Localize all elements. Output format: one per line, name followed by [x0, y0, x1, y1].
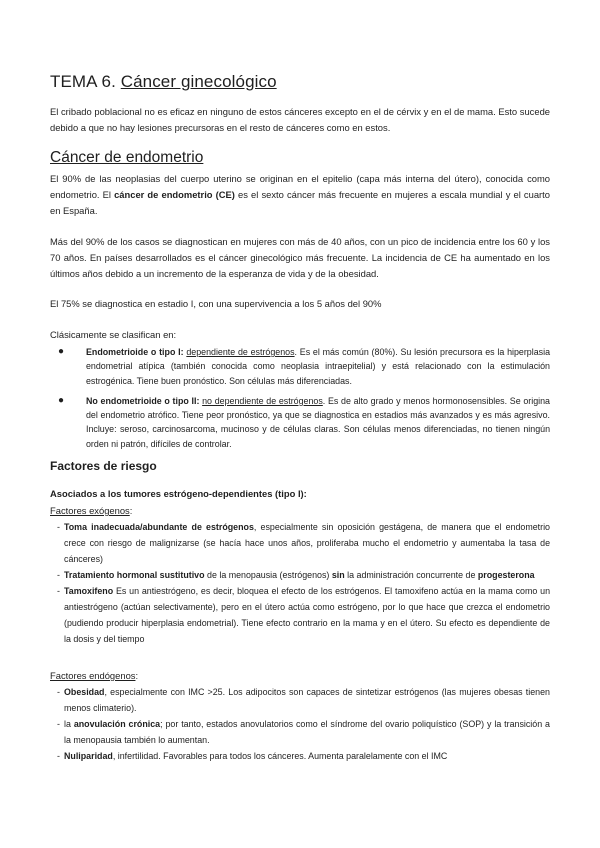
title-prefix: TEMA 6. — [50, 72, 121, 91]
list-item-obesity: - Obesidad, especialmente con IMC >25. Los adipocitos son capaces de sintetizar estrógenos (las mujeres obesas tienen menos climaterio). — [57, 687, 550, 713]
endogenous-label: Factores endógenos: — [50, 670, 139, 681]
p1-bold: cáncer de endometrio (CE) — [114, 189, 235, 200]
list-item-type-1: ● Endometrioide o tipo I: dependiente de estrógenos. Es el más común (80%). Su lesión precursora es la hiperplasia endometrial atípica (también conocida como neoplasia intraepitelial) y está relacionado con la estimulación estrogénica. Tiene buen pronóstico. Son células más diferenciadas. — [58, 346, 551, 386]
paragraph-definition — [50, 171, 550, 219]
list-item-nulliparity: - Nuliparidad, infertilidad. Favorables para todos los cánceres. Aumenta paralelamente con el IMC — [57, 751, 448, 761]
list-item-hormone-therapy: - Tratamiento hormonal sustitutivo de la menopausia (estrógenos) sin la administración concurrente de progesterona — [57, 570, 535, 580]
p1-text-a: El 90% de las neoplasias del cuerpo uterino se originan en el epitelio (capa más interna del útero), conocida como endometrio. El — [50, 173, 550, 200]
list-item-estrogen: - Toma inadecuada/abundante de estrógenos, especialmente sin oposición gestágena, de manera que el endometrio crece con riesgo de malignizarse (se hacía hace unos años, proliferaba mucho el endometrio y aumentaba la tasa de cánceres) — [57, 522, 550, 564]
intro-paragraph: El cribado poblacional no es eficaz en ninguno de estos cánceres excepto en el de cérvix y en el de mama. Esto sucede debido a que no hay lesiones precursoras en el resto de cánceres como en estos. — [50, 106, 550, 133]
section-title-risk-factors: Factores de riesgo — [50, 459, 157, 473]
paragraph-epidemiology: Más del 90% de los casos se diagnostican en mujeres con más de 40 años, con un pico de incidencia entre los 60 y los 70 años. En países desarrollados es el cáncer ginecológico más frecuente. La incidencia de CE ha aumentado en los últimos años debido a un incremento de la esperanza de vida y de la obesidad. — [50, 236, 550, 279]
exogenous-label: Factores exógenos: — [50, 505, 133, 516]
list-item-type-2: ● No endometrioide o tipo II: no dependiente de estrógenos. Es de alto grado y menos hormonosensibles. Se origina del endometrio atrófico. Tiene peor pronóstico, ya que se diagnostica en estadios más avanzados y es más agresivo. Incluye: seroso, carcinosarcoma, mucinoso y de células claras. Son células menos diferenciadas, no tienen ningún orden ni patrón, difíciles de controlar. — [58, 394, 550, 449]
p1-text-c: es el sexto cáncer más frecuente en mujeres a escala mundial y el cuarto en España. — [50, 189, 550, 216]
title-text: Cáncer ginecológico — [120, 72, 277, 91]
risk-subtitle: Asociados a los tumores estrógeno-dependientes (tipo I): — [50, 488, 307, 499]
list-item-tamoxifen: - Tamoxifeno Es un antiestrógeno, es decir, bloquea el efecto de los estrógenos. El tamoxifeno actúa en la mama como un antiestrógeno (actúan selectivamente), pero en el útero actúa como estrógeno, por lo que hace que crezca el endometrio (pudiendo producir hiperplasia endometrial). Tiene efecto contrario en la mama y en el útero. Su efecto es dependiente de la dosis y del tiempo — [57, 586, 550, 644]
types-list — [50, 345, 550, 457]
exogenous-list — [50, 519, 550, 647]
list-item-anovulation: - la anovulación crónica; por tanto, estados anovulatorios como el síndrome del ovario poliquístico (SOP) y la transición a la menopausia también lo aumentan. — [57, 719, 550, 745]
section-title-endometrio: Cáncer de endometrio — [50, 149, 204, 166]
endogenous-list — [50, 684, 550, 764]
bullet-icon: ● — [58, 346, 65, 357]
paragraph-classification: Clásicamente se clasifican en: — [50, 329, 177, 340]
bullet-icon: ● — [58, 394, 65, 406]
paragraph-stage: El 75% se diagnostica en estadio I, con una supervivencia a los 5 años del 90% — [50, 298, 382, 309]
page-title — [50, 72, 277, 92]
